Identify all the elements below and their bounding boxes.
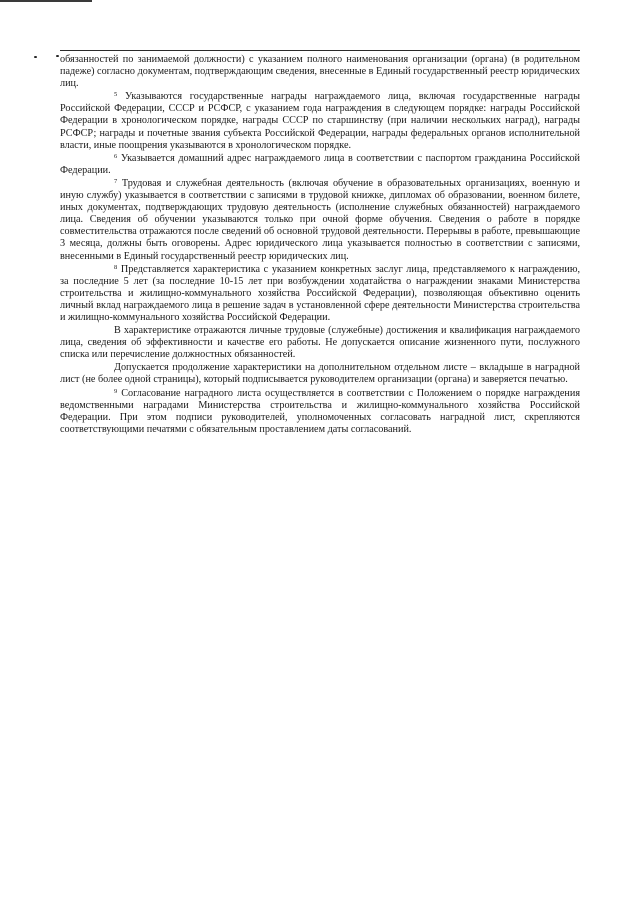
footnote-number: 5 xyxy=(114,91,118,99)
paragraph-text: Указываются государственные награды награждаемого лица, включая государственные награды Российской Федерации, СССР и РСФСР, с указанием года награждения в следующем порядке: награды Российской Федерации в хронологическом порядке, награды СССР по старшинству (при наличии нескольких наград), награды РСФСР; награды и почетные звания субъекта Российской Федерации, награды федеральных органов исполнительной власти, иные поощрения указываются в хронологическом порядке. xyxy=(60,91,581,151)
top-rule xyxy=(60,50,580,51)
paragraph-text: Согласование наградного листа осуществляется в соответствии с Положением о порядке награждения ведомственными наградами Министерства строительства и жилищно-коммунального хозяйства Российской Федерации. При этом подписи руководителей, уполномоченных согласовать наградной лист, скрепляются соответствующими печатями с обязательным проставлением даты согласований. xyxy=(60,387,581,435)
paragraph-text: В характеристике отражаются личные трудовые (служебные) достижения и квалификация награждаемого лица, сведения об эффективности и качестве его работы. Не допускается описание жизненного пути, послужного списка или перечисление должностных обязанностей. xyxy=(60,325,580,361)
footnote-number: 6 xyxy=(114,152,118,160)
paragraph-text: Указывается домашний адрес награждаемого лица в соответствии с паспортом гражданина Российской Федерации. xyxy=(60,152,580,176)
footnote-4-continuation xyxy=(60,54,580,90)
footnote-9 xyxy=(60,388,580,436)
scan-speck xyxy=(56,55,59,57)
paragraph xyxy=(60,325,580,361)
footnotes-text xyxy=(60,54,580,436)
footnote-6 xyxy=(60,153,580,177)
scan-speck xyxy=(34,56,37,58)
footnote-8 xyxy=(60,264,580,324)
footnote-7 xyxy=(60,178,580,263)
paragraph xyxy=(60,362,580,386)
footnote-number: 8 xyxy=(114,263,118,271)
paragraph-text: Допускается продолжение характеристики на дополнительном отдельном листе – вкладыше в наградной лист (не более одной страницы), который подписывается руководителем организации (органа) и заверяется печатью. xyxy=(60,362,580,386)
scan-edge-mark xyxy=(0,0,92,2)
footnote-number: 9 xyxy=(114,387,118,395)
footnote-5 xyxy=(60,91,580,151)
footnote-number: 7 xyxy=(114,177,118,185)
paragraph-text: Трудовая и служебная деятельность (включая обучение в образовательных организациях, военную и иную службу) указывается в соответствии с записями в трудовой книжке, дипломах об образовании, военном билете, иных документах, подтверждающих трудовую деятельность (исполнение служебных обязанностей) награждаемого лица. Сведения об обучении указываются только при очной форме обучения. Сведения о работе в порядке совместительства отражаются после сведений об основной трудовой деятельности. Перерывы в работе, превышающие 3 месяца, должны быть оговорены. Адрес юридического лица указывается полностью в соответствии с записями, внесенными в Единый государственный реестр юридических лиц. xyxy=(60,177,580,262)
paragraph-text: Представляется характеристика с указанием конкретных заслуг лица, представляемого к награждению, за последние 5 лет (за последние 10-15 лет при возбуждении ходатайства о награждении знаками Министерства строительства и жилищно-коммунального хозяйства Российской Федерации), позволяющая объективно оценить личный вклад награждаемого лица в решение задач в установленной сфере деятельности Министерства строительства и жилищно-коммунального хозяйства Российской Федерации. xyxy=(60,263,580,323)
paragraph-text: обязанностей по занимаемой должности) с указанием полного наименования организации (органа) (в родительном падеже) согласно документам, подтверждающим сведения, внесенные в Единый государственный реестр юридических лиц. xyxy=(60,54,580,90)
